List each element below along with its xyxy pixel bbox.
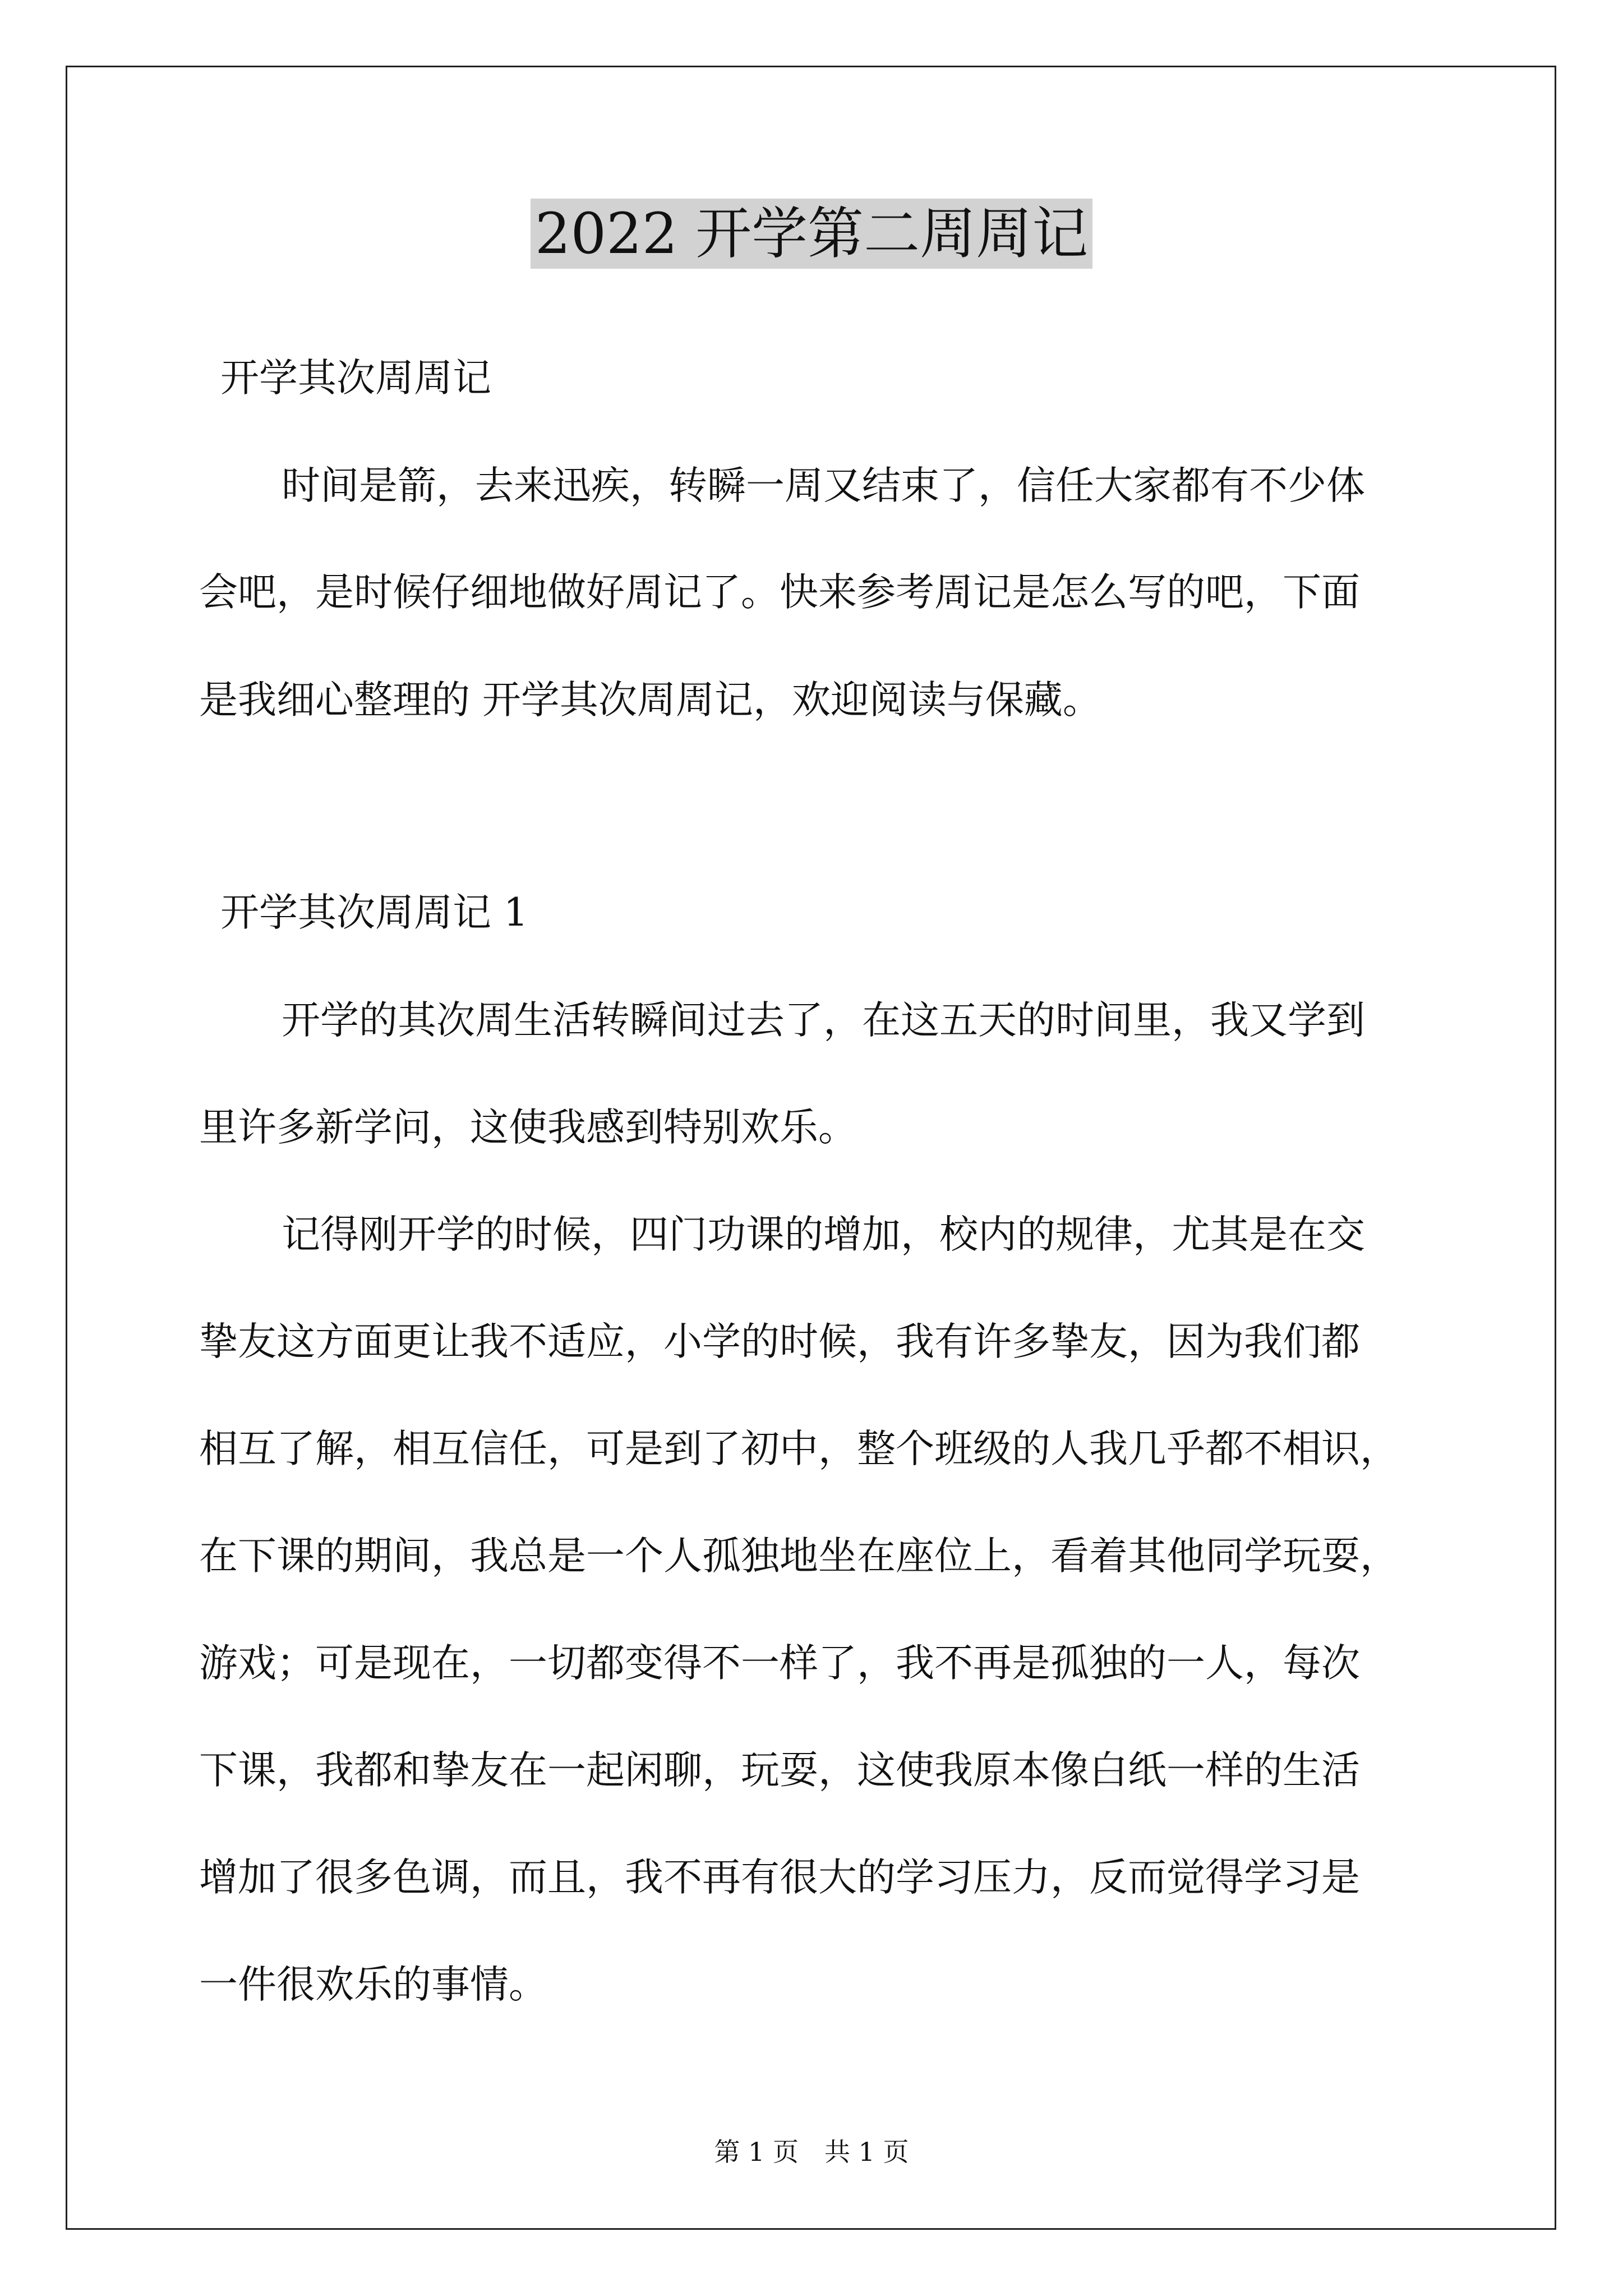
section1-para1-line-1: 开学的其次周生活转瞬间过去了，在这五天的时间里，我又学到 bbox=[282, 998, 1365, 1043]
intro-line-3: 是我细心整理的 开学其次周周记，欢迎阅读与保藏。 bbox=[199, 678, 1101, 723]
section1-para2-line-6: 下课，我都和挚友在一起闲聊，玩耍，这使我原本像白纸一样的生活 bbox=[199, 1748, 1360, 1793]
section1-heading: 开学其次周周记 1 bbox=[220, 890, 528, 935]
page-footer: 第 1 页 共 1 页 bbox=[714, 2137, 909, 2167]
section1-para2-line-5: 游戏；可是现在，一切都变得不一样了，我不再是孤独的一人，每次 bbox=[199, 1641, 1360, 1686]
section1-para2-line-8: 一件很欢乐的事情。 bbox=[199, 1962, 547, 2007]
document-title-text: 2022 开学第二周周记 bbox=[531, 199, 1092, 269]
intro-line-1: 时间是箭，去来迅疾，转瞬一周又结束了，信任大家都有不少体 bbox=[282, 463, 1365, 508]
intro-heading: 开学其次周周记 bbox=[220, 356, 491, 401]
section1-para2-line-7: 增加了很多色调，而且，我不再有很大的学习压力，反而觉得学习是 bbox=[199, 1855, 1360, 1900]
document-title bbox=[0, 197, 1623, 270]
section1-para1-line-2: 里许多新学问，这使我感到特别欢乐。 bbox=[199, 1105, 857, 1150]
intro-line-2: 会吧，是时候仔细地做好周记了。快来参考周记是怎么写的吧，下面 bbox=[199, 570, 1360, 615]
section1-para2-line-4: 在下课的期间，我总是一个人孤独地坐在座位上，看着其他同学玩耍， bbox=[199, 1534, 1399, 1579]
section1-para2-line-1: 记得刚开学的时候，四门功课的增加，校内的规律，尤其是在交 bbox=[282, 1212, 1365, 1257]
section1-para2-line-2: 挚友这方面更让我不适应，小学的时候，我有许多挚友，因为我们都 bbox=[199, 1319, 1360, 1364]
section1-para2-line-3: 相互了解，相互信任，可是到了初中，整个班级的人我几乎都不相识， bbox=[199, 1427, 1399, 1471]
